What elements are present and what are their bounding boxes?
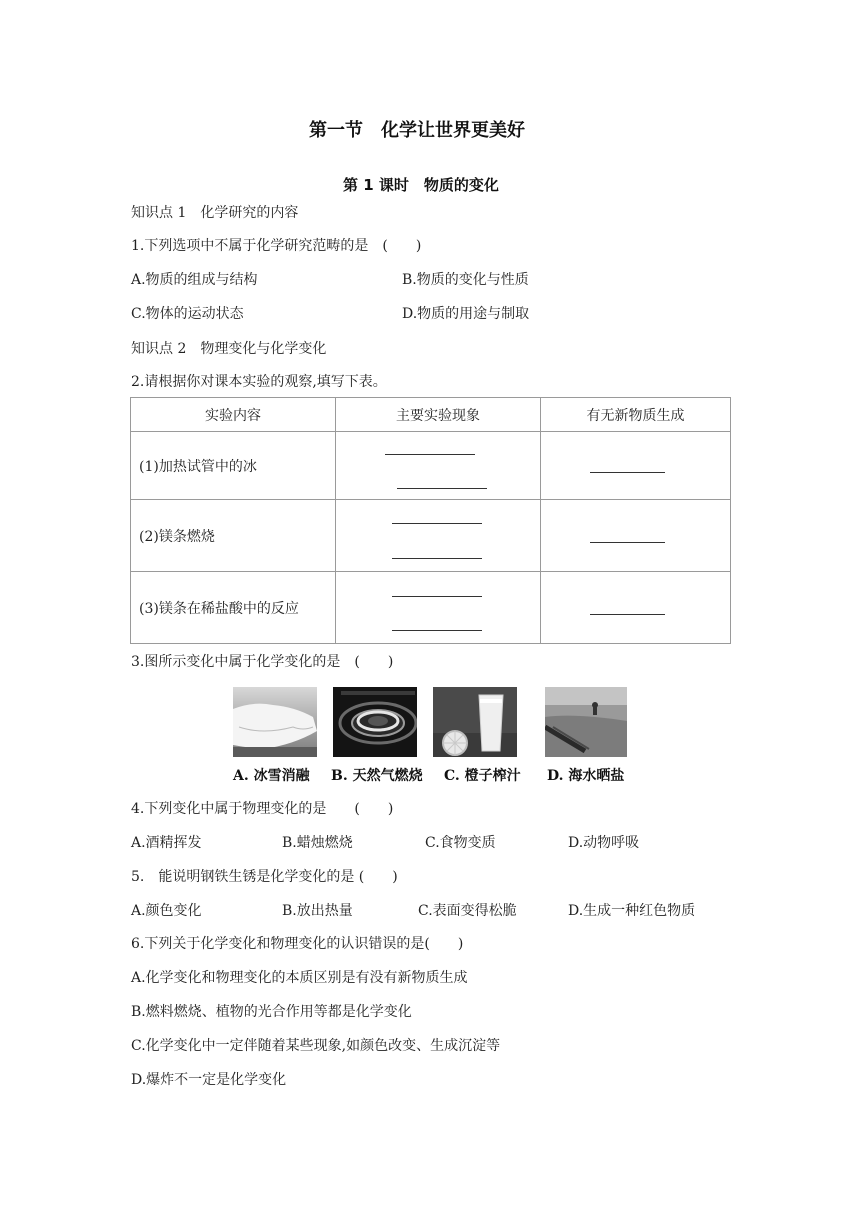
new-substance-cell [541,572,731,644]
ice-melting-image [233,687,317,757]
answer-blank[interactable] [590,472,665,473]
answer-blank[interactable] [590,542,665,543]
answer-blank[interactable] [392,523,482,524]
question-5-option-b: B.放出热量 [282,903,353,919]
question-5-stem: 5. 能说明钢铁生锈是化学变化的是 ( ) [131,869,398,885]
phenomenon-cell [336,572,541,644]
figure-caption-b: B. 天然气燃烧 [331,768,423,784]
table-row [131,572,731,644]
table-header: 主要实验现象 [336,398,541,432]
figure-caption-a: A. 冰雪消融 [233,768,310,784]
question-5-option-d: D.生成一种红色物质 [568,903,696,919]
question-2-stem: 2.请根据你对课本实验的观察,填写下表。 [131,374,387,390]
phenomenon-cell [336,500,541,572]
figure-caption-d: D. 海水晒盐 [547,768,625,784]
answer-blank[interactable] [590,614,665,615]
table-row [131,432,731,500]
new-substance-cell [541,500,731,572]
experiment-name: (2)镁条燃烧 [131,500,336,572]
question-4-option-b: B.蜡烛燃烧 [282,835,353,851]
figure-caption-c: C. 橙子榨汁 [444,768,521,784]
table-header: 有无新物质生成 [541,398,731,432]
question-6-option-b: B.燃料燃烧、植物的光合作用等都是化学变化 [131,1004,412,1020]
table-header-row [131,398,731,432]
phenomenon-cell [336,432,541,500]
question-4-stem: 4.下列变化中属于物理变化的是 ( ) [131,801,394,817]
question-1-stem: 1.下列选项中不属于化学研究范畴的是 ( ) [131,238,422,254]
question-6-option-a: A.化学变化和物理变化的本质区别是有没有新物质生成 [131,970,468,986]
experiment-table [130,397,731,644]
section-title: 第一节 化学让世界更美好 [309,120,525,141]
gas-burner-image [333,687,417,757]
answer-blank[interactable] [392,558,482,559]
experiment-name: (1)加热试管中的冰 [131,432,336,500]
sea-salt-image [545,687,629,757]
question-1-option-d: D.物质的用途与制取 [402,306,530,322]
orange-juice-image [433,687,517,757]
question-1-option-c: C.物体的运动状态 [131,306,244,322]
new-substance-cell [541,432,731,500]
question-3-stem: 3.图所示变化中属于化学变化的是 ( ) [131,654,394,670]
question-6-stem: 6.下列关于化学变化和物理变化的认识错误的是( ) [131,936,464,952]
knowledge-point-2: 知识点 2 物理变化与化学变化 [131,341,327,357]
answer-blank[interactable] [385,454,475,455]
table-row [131,500,731,572]
lesson-title: 第 1 课时 物质的变化 [343,176,499,194]
question-1-option-a: A.物质的组成与结构 [131,272,258,288]
question-5-option-a: A.颜色变化 [131,903,202,919]
question-4-option-c: C.食物变质 [425,835,496,851]
question-4-option-d: D.动物呼吸 [568,835,640,851]
answer-blank[interactable] [392,596,482,597]
question-4-option-a: A.酒精挥发 [131,835,202,851]
experiment-name: (3)镁条在稀盐酸中的反应 [131,572,336,644]
question-6-option-c: C.化学变化中一定伴随着某些现象,如颜色改变、生成沉淀等 [131,1038,501,1054]
knowledge-point-1: 知识点 1 化学研究的内容 [131,205,299,221]
answer-blank[interactable] [392,630,482,631]
question-3-figures [233,687,633,787]
table-header: 实验内容 [131,398,336,432]
question-1-option-b: B.物质的变化与性质 [402,272,529,288]
question-5-option-c: C.表面变得松脆 [418,903,517,919]
question-6-option-d: D.爆炸不一定是化学变化 [131,1072,287,1088]
answer-blank[interactable] [397,488,487,489]
